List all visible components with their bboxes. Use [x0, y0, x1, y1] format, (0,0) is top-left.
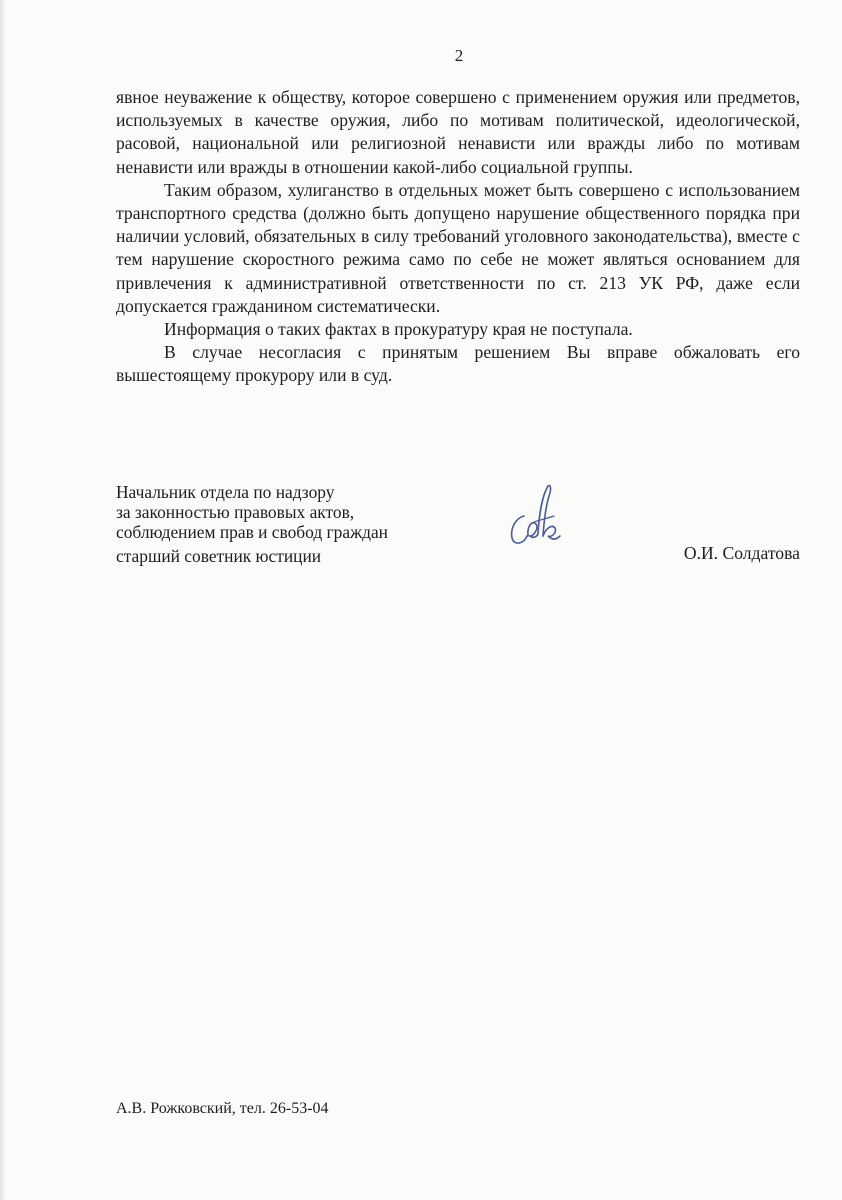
signatory-name: О.И. Солдатова	[683, 543, 800, 563]
letter-body	[116, 86, 800, 388]
handwritten-signature	[494, 476, 564, 566]
position-line: соблюдением прав и свобод граждан	[116, 522, 388, 542]
contact-line: А.В. Рожковский, тел. 26-53-04	[116, 1100, 329, 1117]
signatory-rank: старший советник юстиции	[116, 546, 322, 566]
scan-edge	[0, 0, 6, 1200]
position-line: Начальник отдела по надзору	[116, 482, 335, 502]
signatory-position	[116, 482, 388, 542]
paragraph-1: явное неуважение к обществу, которое совершено с применением оружия или предметов, используемых в качестве оружия, либо по мотивам политической, идеологической, расовой, национальной или религиозной ненависти или вражды либо по мотивам ненависти или вражды в отношении какой-либо социальной группы.	[116, 87, 800, 177]
position-line: за законностью правовых актов,	[116, 502, 355, 522]
page-number: 2	[454, 46, 464, 65]
paragraph-4: В случае несогласия с принятым решением Вы вправе обжаловать его вышестоящему прокурору или в суд.	[116, 342, 800, 386]
paragraph-2: Таким образом, хулиганство в отдельных может быть совершено с использованием транспортного средства (должно быть допущено нарушение общественного порядка при наличии условий, обязательных в силу требований уголовного законодательства), вместе с тем нарушение скоростного режима само по себе не может являться основанием для привлечения к административной ответственности по ст. 213 УК РФ, даже если допускается гражданином систематически.	[116, 179, 800, 316]
paragraph-3: Информация о таких фактах в прокуратуру края не поступала.	[164, 319, 633, 340]
